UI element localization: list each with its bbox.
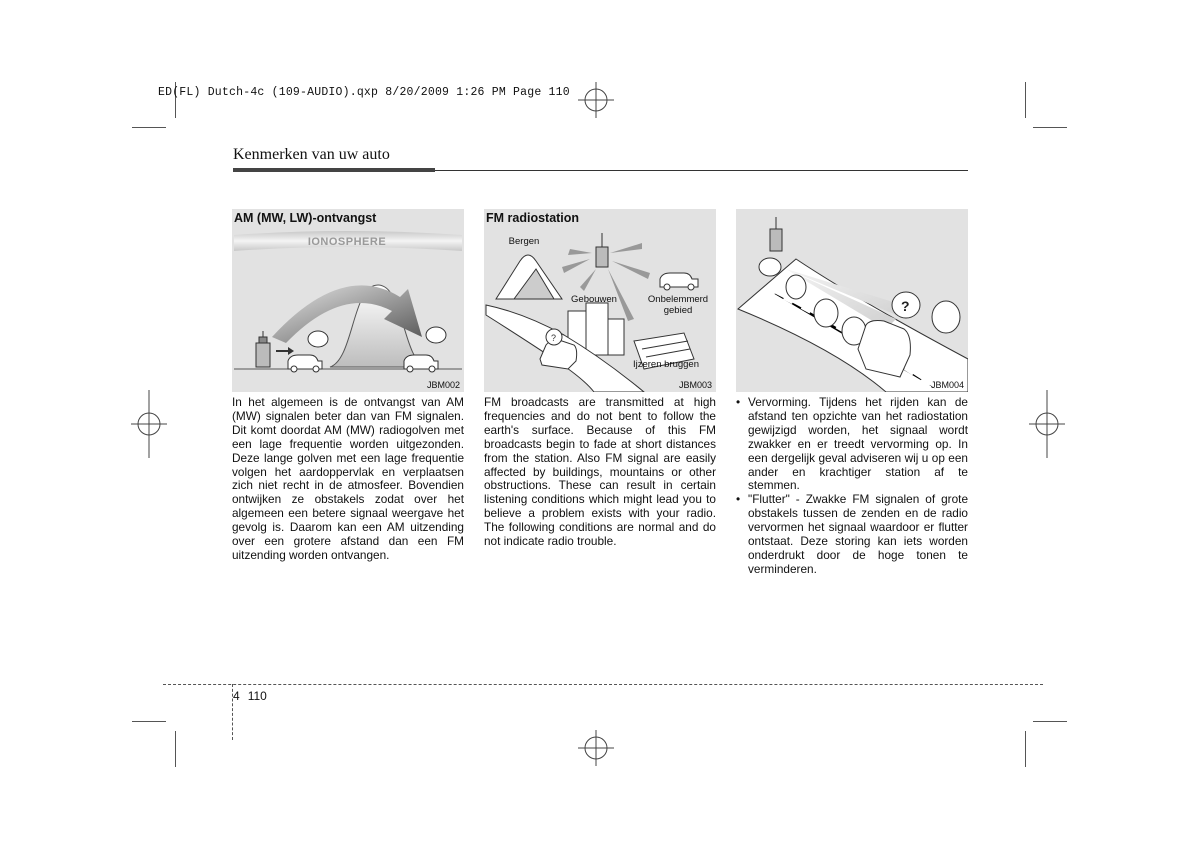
road-figure-code: JBM004: [930, 380, 964, 390]
fm-body-text: [484, 396, 716, 549]
label-onbelemmerd: Onbelemmerd gebied: [647, 294, 709, 316]
footer-rule: [163, 684, 1043, 685]
label-bruggen: Ijzeren bruggen: [632, 359, 700, 370]
ionosphere-label: IONOSPHERE: [307, 236, 387, 248]
am-figure-code: JBM002: [426, 380, 460, 390]
list-item: • Vervorming. Tijdens het rijden kan de afstand ten opzichte van het radiostation gewijzigd worden, het signaal wordt zwakker en er treedt vervorming op. In een dergelijk geval adviseren wij u op een ander en krachtiger station af te stemmen.: [736, 396, 968, 493]
fm-figure-title: FM radiostation: [486, 211, 580, 225]
am-paragraph: In het algemeen is de ontvangst van AM (MW) signalen beter dan van FM signalen. Dit komt doordat AM (MW) radiogolven met een lage frequentie worden uitgezonden. Deze lange golven met een lage frequentie volgen het aardoppervlak en verplaatsen zich niet recht in de atmosfeer. Bovendien ontwijken ze obstakels zodat over het algemeen een betere signaal weergave het gevolg is. Daarom kan een AM uitzending over een grotere afstand dan een FM uitzending worden ontvangen.: [232, 395, 464, 562]
am-reception-figure: [232, 209, 464, 392]
road-illustration: [736, 209, 968, 392]
fm-station-figure: [484, 209, 716, 392]
label-bergen: Bergen: [508, 236, 540, 247]
label-gebouwen: Gebouwen: [571, 294, 617, 305]
fm-paragraph: FM broadcasts are transmitted at high frequencies and do not bent to follow the earth's surface. Because of this FM broadcasts begin to fade at short distances from the station. Also FM signal are easily affected by buildings, mountains or other obstructions. These can result in certain listening conditions which might lead you to believe a problem exists with your radio. The following conditions are normal and do not indicate radio trouble.: [484, 395, 716, 549]
road-figure: [736, 209, 968, 392]
list-item: • "Flutter" - Zwakke FM signalen of grote obstakels tussen de zenden en de radio vervormen het signaal waardoor er flutter ontstaat. Deze storing kan iets worden onderdrukt door de hoge tonen te verminderen.: [736, 493, 968, 576]
page-number-value: 110: [247, 689, 267, 703]
conditions-list: [736, 396, 968, 577]
am-figure-title: AM (MW, LW)-ontvangst: [234, 211, 377, 225]
header-rule-accent: [233, 168, 435, 172]
section-number: 4: [233, 689, 240, 703]
page-number: [233, 689, 267, 703]
svg-text:?: ?: [551, 333, 557, 343]
svg-text:?: ?: [901, 298, 910, 314]
fm-figure-code: JBM003: [678, 380, 712, 390]
am-body-text: [232, 396, 464, 563]
file-slug: ED(FL) Dutch-4c (109-AUDIO).qxp 8/20/2009 1:26 PM Page 110: [158, 86, 570, 99]
section-header: Kenmerken van uw auto: [233, 146, 390, 163]
